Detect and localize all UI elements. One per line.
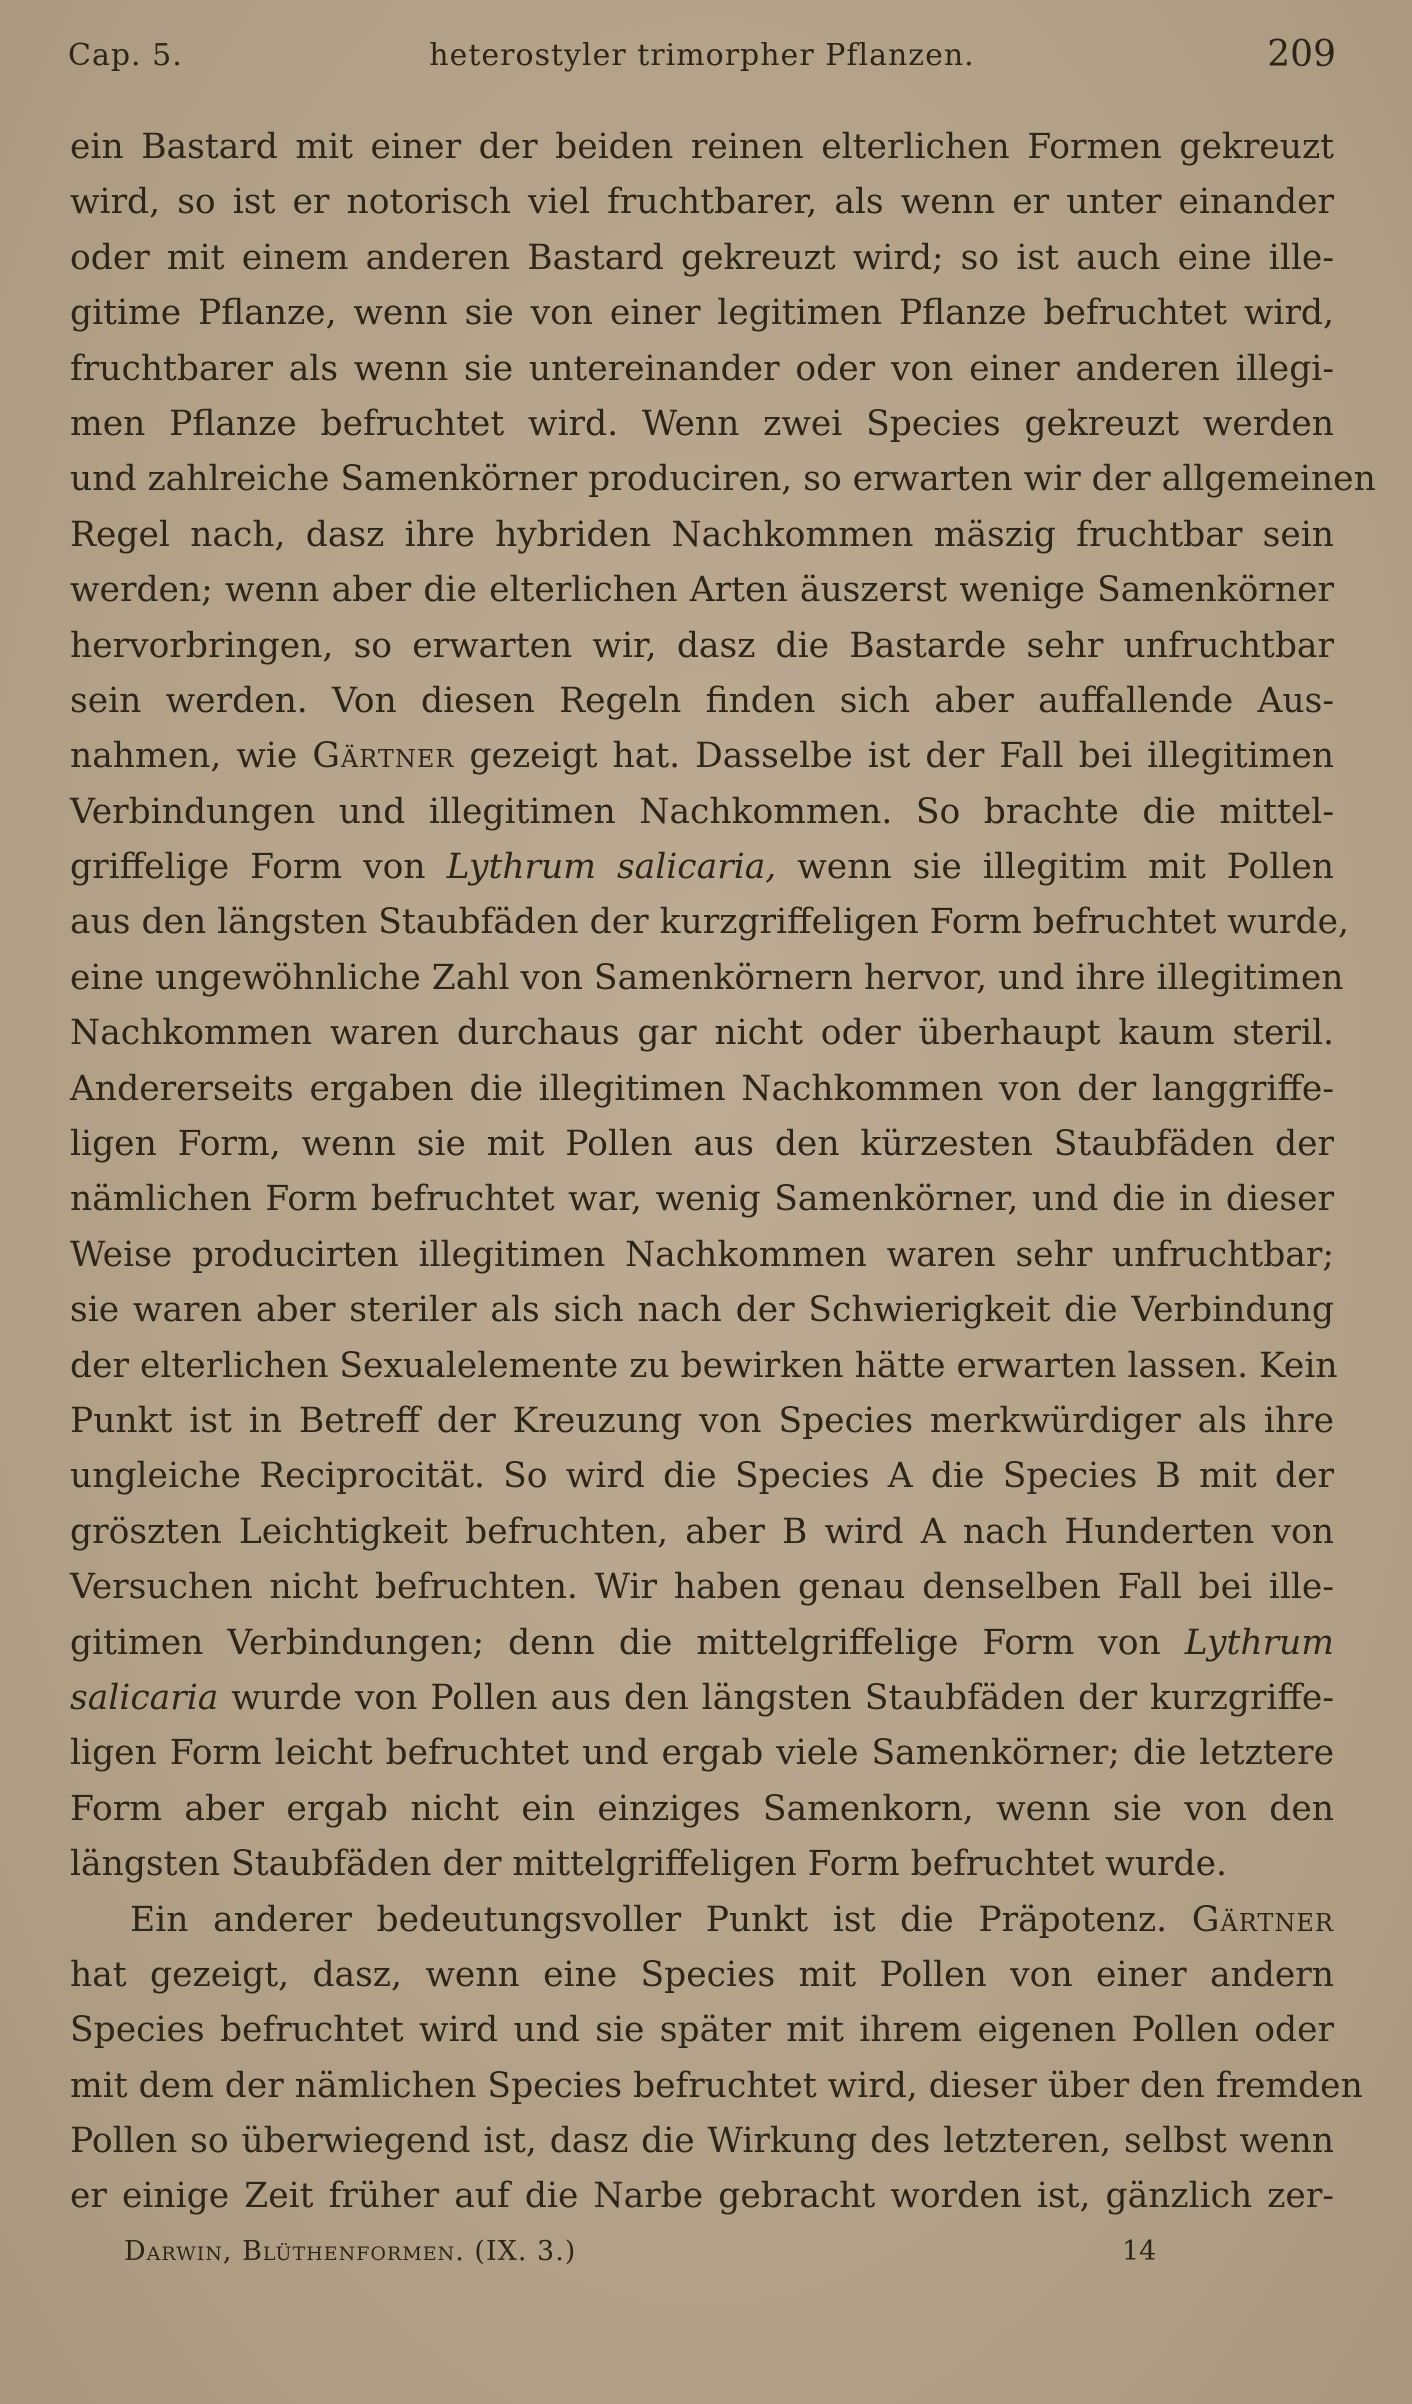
- text-line: eine ungewöhnliche Zahl von Samenkörnern hervor, und ihre illegitimen: [70, 957, 1344, 998]
- body-text: [70, 120, 1376, 2225]
- text-line: sie waren aber steriler als sich nach der Schwierigkeit die Verbindung: [70, 1290, 1334, 1331]
- text-line: [70, 1671, 1334, 1726]
- text-line: oder mit einem anderen Bastard gekreuzt wird; so ist auch eine ille-: [70, 237, 1334, 278]
- text-line: fruchtbarer als wenn sie untereinander oder von einer anderen illegi-: [70, 348, 1334, 389]
- text-line: [70, 1616, 1334, 1671]
- text-line: der elterlichen Sexualelemente zu bewirken hätte erwarten lassen. Kein: [70, 1345, 1338, 1386]
- text-line: Versuchen nicht befruchten. Wir haben genau denselben Fall bei ille-: [70, 1567, 1334, 1608]
- species-name-italic: Lythrum: [1184, 1622, 1334, 1663]
- text-span: nahmen, wie: [70, 736, 298, 777]
- text-line: wird, so ist er notorisch viel fruchtbarer, als wenn er unter einander: [70, 182, 1334, 223]
- signature-mark: Darwin, Blüthenformen. (IX. 3.): [124, 2236, 577, 2267]
- text-line: Nachkommen waren durchaus gar nicht oder überhaupt kaum steril.: [70, 1013, 1334, 1054]
- chapter-label: Cap. 5.: [68, 38, 183, 73]
- text-line: hervorbringen, so erwarten wir, dasz die Bastarde sehr unfruchtbar: [70, 625, 1334, 666]
- text-line: mit dem der nämlichen Species befruchtet wird, dieser über den fremden: [70, 2065, 1363, 2106]
- text-line: Form aber ergab nicht ein einziges Samenkorn, wenn sie von den: [70, 1788, 1334, 1829]
- text-line: ungleiche Reciprocität. So wird die Species A die Species B mit der: [70, 1456, 1334, 1497]
- text-line: Andererseits ergaben die illegitimen Nachkommen von der langgriffe-: [70, 1068, 1334, 1109]
- signature-number: 14: [1122, 2236, 1157, 2267]
- text-line: ligen Form leicht befruchtet und ergab viele Samenkörner; die letztere: [70, 1733, 1334, 1774]
- author-name-smallcaps: Gärtner: [312, 736, 455, 777]
- text-line: Pollen so überwiegend ist, dasz die Wirkung des letzteren, selbst wenn: [70, 2121, 1334, 2162]
- text-line: Verbindungen und illegitimen Nachkommen. So brachte die mittel-: [70, 791, 1334, 832]
- running-title: heterostyler trimorpher Pflanzen.: [429, 38, 975, 73]
- paragraph-start-line: [70, 1893, 1334, 1948]
- species-name-italic: Lythrum salicaria,: [446, 847, 777, 888]
- page-footer: [124, 2236, 1224, 2276]
- text-line: men Pflanze befruchtet wird. Wenn zwei Species gekreuzt werden: [70, 403, 1334, 444]
- text-line: nämlichen Form befruchtet war, wenig Samenkörner, und die in dieser: [70, 1179, 1334, 1220]
- text-line: hat gezeigt, dasz, wenn eine Species mit Pollen von einer andern: [70, 1954, 1334, 1995]
- text-line: er einige Zeit früher auf die Narbe gebracht worden ist, gänzlich zer-: [70, 2176, 1334, 2217]
- text-line: sein werden. Von diesen Regeln finden sich aber auffallende Aus-: [70, 680, 1334, 721]
- text-line: gröszten Leichtigkeit befruchten, aber B wird A nach Hunderten von: [70, 1511, 1334, 1552]
- text-line: Weise producirten illegitimen Nachkommen waren sehr unfruchtbar;: [70, 1234, 1334, 1275]
- text-span: gitimen Verbindungen; denn die mittelgriffelige Form von: [70, 1622, 1161, 1663]
- author-name-smallcaps: Gärtner: [1191, 1899, 1334, 1940]
- text-line: aus den längsten Staubfäden der kurzgriffeligen Form befruchtet wurde,: [70, 902, 1350, 943]
- text-span: Ein anderer bedeutungsvoller Punkt ist die Präpotenz.: [130, 1899, 1168, 1940]
- text-line: und zahlreiche Samenkörner produciren, so erwarten wir der allgemeinen: [70, 459, 1376, 500]
- text-line: [70, 729, 1334, 784]
- page-header: [68, 30, 1336, 90]
- text-span: wurde von Pollen aus den längsten Staubfäden der kurzgriffe-: [231, 1677, 1334, 1718]
- text-span: griffelige Form von: [70, 847, 426, 888]
- page-number: 209: [1267, 34, 1336, 75]
- text-span: gezeigt hat. Dasselbe ist der Fall bei illegitimen: [469, 736, 1334, 777]
- text-line: Punkt ist in Betreff der Kreuzung von Species merkwürdiger als ihre: [70, 1400, 1334, 1441]
- paragraph-end-line: längsten Staubfäden der mittelgriffeligen Form befruchtet wurde.: [70, 1844, 1227, 1885]
- text-line: ein Bastard mit einer der beiden reinen elterlichen Formen gekreuzt: [70, 127, 1334, 167]
- text-line: gitime Pflanze, wenn sie von einer legitimen Pflanze befruchtet wird,: [70, 293, 1334, 334]
- text-span: wenn sie illegitim mit Pollen: [797, 847, 1335, 888]
- text-line: ligen Form, wenn sie mit Pollen aus den kürzesten Staubfäden der: [70, 1124, 1334, 1165]
- text-line: werden; wenn aber die elterlichen Arten äuszerst wenige Samenkörner: [70, 570, 1334, 611]
- text-line: [70, 840, 1334, 895]
- text-line: Regel nach, dasz ihre hybriden Nachkommen mäszig fruchtbar sein: [70, 514, 1334, 555]
- text-line: Species befruchtet wird und sie später mit ihrem eigenen Pollen oder: [70, 2010, 1334, 2051]
- species-name-italic: salicaria: [70, 1677, 219, 1718]
